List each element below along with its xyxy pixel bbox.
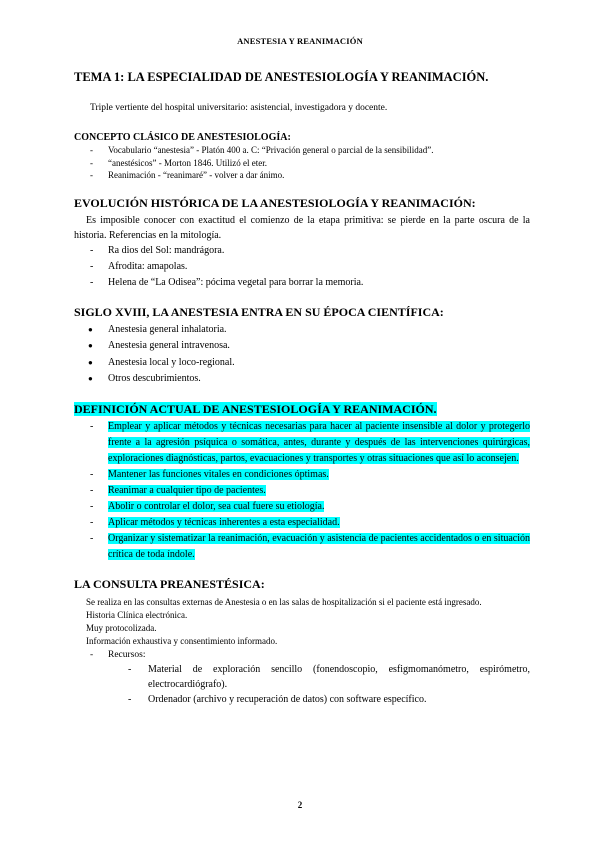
list-item: - Abolir o controlar el dolor, sea cual fuere su etiología.	[74, 499, 530, 515]
list-item: - Organizar y sistematizar la reanimación, evacuación y asistencia de pacientes accidentados o en situación crítica de toda índole.	[74, 531, 530, 563]
recursos-sublist	[114, 662, 530, 707]
concepto-list	[74, 144, 530, 182]
list-item: - Ra dios del Sol: mandrágora.	[74, 243, 530, 259]
page-title: TEMA 1: LA ESPECIALIDAD DE ANESTESIOLOGÍA Y REANIMACIÓN.	[74, 70, 489, 84]
consulta-paragraph: Se realiza en las consultas externas de Anestesia o en las salas de hospitalización si el paciente está ingresado.	[86, 596, 482, 607]
list-item: - Ordenador (archivo y recuperación de datos) con software específico.	[114, 692, 530, 707]
list-item: ● Anestesia general intravenosa.	[74, 338, 530, 355]
definicion-list	[74, 419, 530, 563]
consulta-line: Historia Clínica electrónica.	[86, 609, 188, 620]
list-item: ● Anestesia local y loco-regional.	[74, 355, 530, 372]
list-item: - Reanimar a cualquier tipo de pacientes.	[74, 483, 530, 499]
evolucion-list	[74, 243, 530, 291]
section-definicion	[74, 402, 530, 563]
page-number: 2	[297, 800, 303, 810]
evolucion-heading: EVOLUCIÓN HISTÓRICA DE LA ANESTESIOLOGÍA Y REANIMACIÓN:	[74, 195, 476, 210]
list-item: - “anestésicos” - Morton 1846. Utilizó el eter.	[74, 157, 530, 170]
list-item: ● Otros descubrimientos.	[74, 371, 530, 388]
concepto-heading: CONCEPTO CLÁSICO DE ANESTESIOLOGÍA:	[74, 132, 291, 143]
consulta-line: Muy protocolizada.	[86, 622, 157, 633]
recursos-label: - Recursos:	[74, 648, 530, 662]
section-siglo-xviii	[74, 305, 530, 388]
siglo-list	[74, 322, 530, 388]
section-concepto-clasico	[74, 132, 530, 182]
list-item: - Material de exploración sencillo (fonendoscopio, esfigmomanómetro, espirómetro, electrocardiógrafo).	[114, 662, 530, 692]
recursos-list	[74, 648, 530, 662]
section-evolucion	[74, 196, 530, 291]
list-item: - Mantener las funciones vitales en condiciones óptimas.	[74, 467, 530, 483]
list-item: - Vocabulario “anestesia” - Platón 400 a. C: “Privación general o parcial de la sensibilidad”.	[74, 144, 530, 157]
intro-text: Triple vertiente del hospital universitario: asistencial, investigadora y docente.	[90, 103, 388, 113]
consulta-heading: LA CONSULTA PREANESTÉSICA:	[74, 576, 265, 591]
list-item: - Helena de “La Odisea”: pócima vegetal para borrar la memoria.	[74, 275, 530, 291]
list-item: ● Anestesia general inhalatoria.	[74, 322, 530, 339]
list-item: - Emplear y aplicar métodos y técnicas necesarias para hacer al paciente insensible al dolor y protegerlo frente a la agresión psíquica o somática, antes, durante y después de las intervenciones quirúrgicas, exploraciones diagnósticas, partos, evacuaciones y transportes y otras situaciones que así lo aconsejen.	[74, 419, 530, 467]
evolucion-paragraph: Es imposible conocer con exactitud el comienzo de la etapa primitiva: se pierde en la parte oscura de la historia. Referencias en la mitología.	[74, 214, 530, 241]
siglo-heading: SIGLO XVIII, LA ANESTESIA ENTRA EN SU ÉPOCA CIENTÍFICA:	[74, 304, 444, 319]
page-content	[74, 70, 530, 717]
list-item: - Aplicar métodos y técnicas inherentes a esta especialidad.	[74, 515, 530, 531]
list-item: - Reanimación - “reanimaré” - volver a dar ánimo.	[74, 169, 530, 182]
running-header: ANESTESIA Y REANIMACIÓN	[237, 36, 363, 46]
list-item: - Afrodita: amapolas.	[74, 259, 530, 275]
consulta-line: Información exhaustiva y consentimiento informado.	[86, 635, 278, 646]
definicion-heading: DEFINICIÓN ACTUAL DE ANESTESIOLOGÍA Y REANIMACIÓN.	[74, 401, 437, 416]
section-consulta	[74, 577, 530, 707]
